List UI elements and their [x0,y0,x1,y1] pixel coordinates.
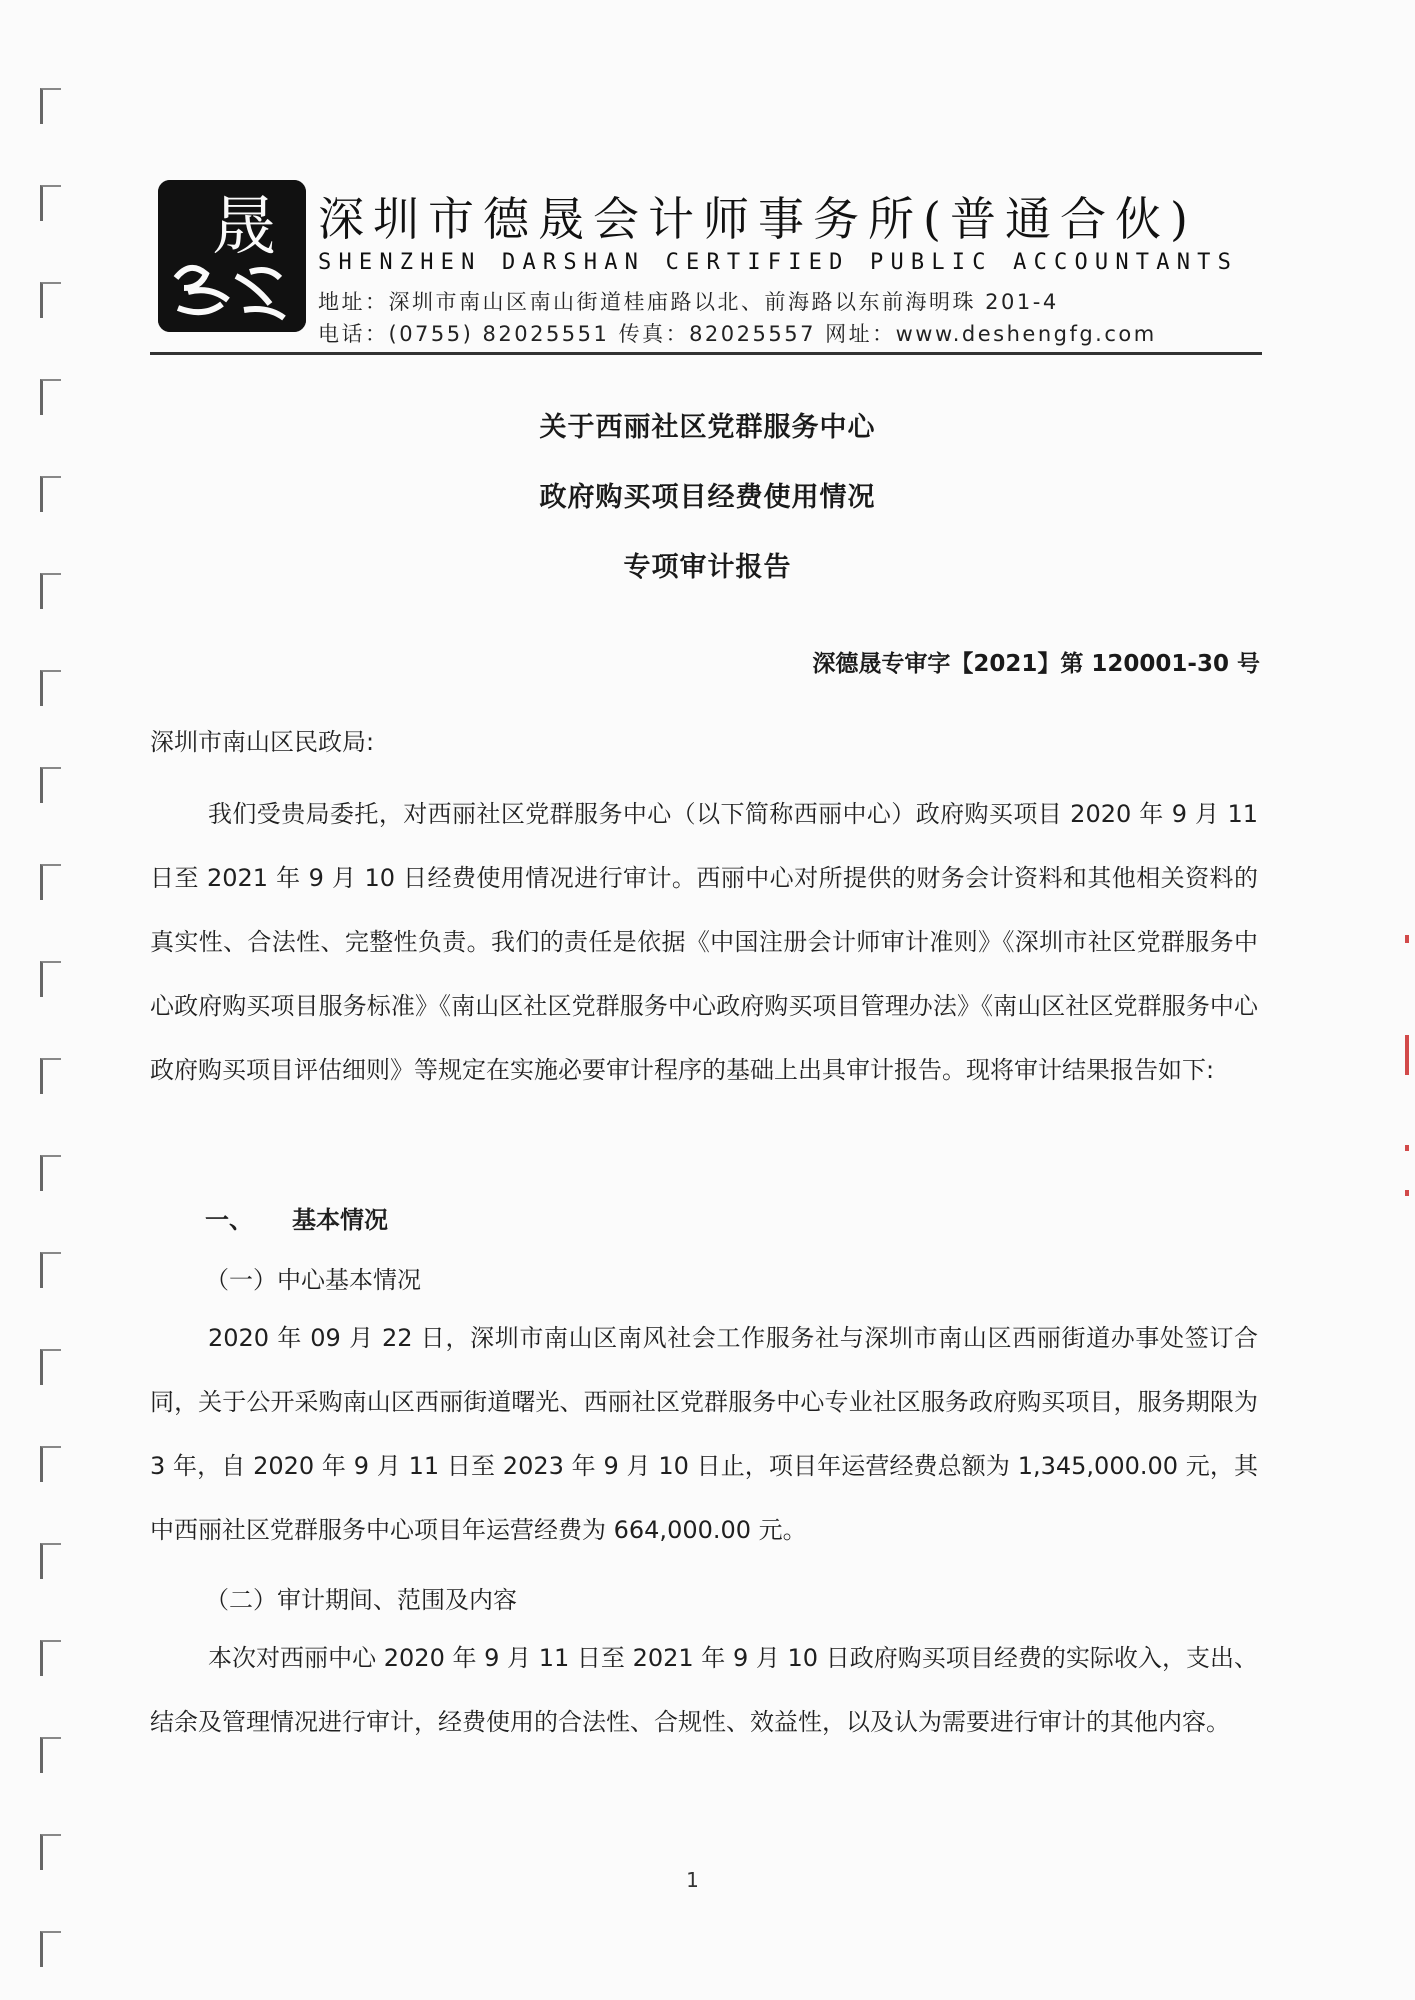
document-number: 深德晟专审字【2021】第 120001-30 号 [812,651,1260,677]
firm-name-english: SHENZHEN DARSHAN CERTIFIED PUBLIC ACCOUNTANTS [318,250,1239,275]
report-title-line1: 关于西丽社区党群服务中心 [539,412,876,443]
seal-logo-icon [158,180,306,332]
report-title-line3: 专项审计报告 [623,552,792,583]
binding-mark [40,670,61,706]
letterhead-divider [150,352,1262,355]
report-title-line2: 政府购买项目经费使用情况 [539,482,876,513]
binding-mark [40,1446,61,1482]
binding-mark [40,1058,61,1094]
stamp-edge-mark [1405,1190,1409,1196]
stamp-edge-mark [1405,1145,1409,1151]
binding-mark [40,961,61,997]
binding-mark [40,282,61,318]
firm-address: 地址：深圳市南山区南山街道桂庙路以北、前海路以东前海明珠 201-4 [318,290,1059,314]
stamp-edge-mark [1405,1035,1409,1075]
subsection-paragraph: 2020 年 09 月 22 日，深圳市南山区南风社会工作服务社与深圳市南山区西丽街道办事处签订合同，关于公开采购南山区西丽街道曙光、西丽社区党群服务中心专业社区服务政府购买项目，服务期限为 3 年，自 2020 年 9 月 11 日至 2023 年 9 月 10 日止，项目年运营经费总额为 1,345,000.00 元，其中西丽社区党群服务中心项目年运营经费为 664,000.00 元。 [150,1324,1258,1544]
subsection-paragraph: 本次对西丽中心 2020 年 9 月 11 日至 2021 年 9 月 10 日政府购买项目经费的实际收入，支出、结余及管理情况进行审计，经费使用的合法性、合规性、效益性，以及认为需要进行审计的其他内容。 [150,1644,1258,1736]
binding-mark [40,1737,61,1773]
binding-mark [40,1834,61,1870]
subsection-title: （一）中心基本情况 [205,1266,421,1294]
section-title: 基本情况 [292,1206,388,1234]
binding-mark [40,1349,61,1385]
binding-mark [40,1155,61,1191]
binding-mark [40,1640,61,1676]
page-number: 1 [686,1868,699,1892]
binding-mark [40,767,61,803]
binding-mark [40,1931,61,1967]
stamp-edge-mark [1405,935,1409,943]
svg-text:晟: 晟 [212,190,276,264]
firm-contact: 电话：(0755) 82025551 传真：82025557 网址：www.deshengfg.com [318,322,1157,346]
binding-mark [40,1543,61,1579]
binding-mark [40,88,61,124]
addressee: 深圳市南山区民政局: [150,728,375,756]
section-number: 一、 [205,1206,253,1234]
binding-mark [40,864,61,900]
firm-name: 深圳市德晟会计师事务所(普通合伙) [318,192,1197,246]
binding-mark [40,185,61,221]
intro-paragraph: 我们受贵局委托，对西丽社区党群服务中心（以下简称西丽中心）政府购买项目 2020 年 9 月 11 日至 2021 年 9 月 10 日经费使用情况进行审计。西丽中心对所提供的财务会计资料和其他相关资料的真实性、合法性、完整性负责。我们的责任是依据《中国注册会计师审计准则》《深圳市社区党群服务中心政府购买项目服务标准》《南山区社区党群服务中心政府购买项目管理办法》《南山区社区党群服务中心政府购买项目评估细则》等规定在实施必要审计程序的基础上出具审计报告。现将审计结果报告如下: [150,800,1258,1084]
binding-mark [40,1252,61,1288]
subsection-title: （二）审计期间、范围及内容 [205,1586,517,1614]
